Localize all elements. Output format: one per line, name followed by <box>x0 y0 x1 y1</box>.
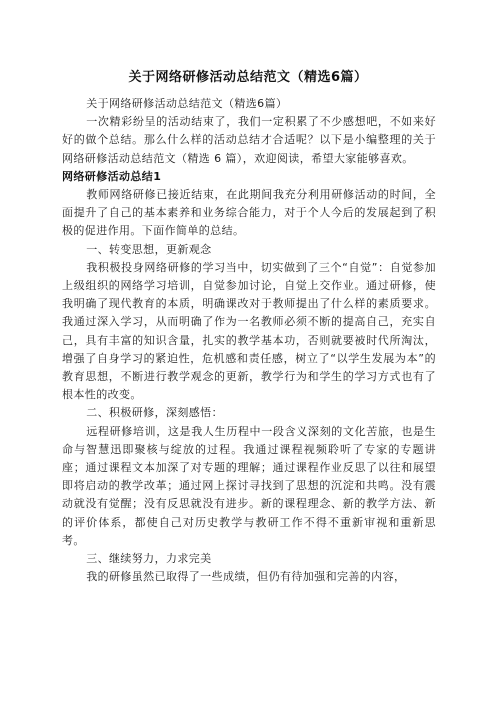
paragraph-subsection-3: 我的研修虽然已取得了一些成绩，但仍有待加强和完善的内容， <box>86 570 406 584</box>
paragraph-section1-intro: 教师网络研修已接近结束，在此期间我充分利用研修活动的时间，全面提升了自己的基本素养和业务综合能力，对于个人今后的发展起到了积极的促进作用。下面作简单的总结。 <box>62 188 436 238</box>
paragraph-subsection-1: 我积极投身网络研修的学习当中，切实做到了三个“自觉”：自觉参加上级组织的网络学习培训，自觉参加讨论，自觉上交作业。通过研修，使我明确了现代教育的本质，明确课改对于教师提出了什么样的素质要求。我通过深入学习，从而明确了作为一名教师必须不断的提高自己，充实自己，具有丰富的知识含量，扎实的教学基本功，否则就要被时代所淘汰，增强了自身学习的紧迫性，危机感和责任感，树立了“以学生发展为本”的教育思想，不断进行教学观念的更新，教学行为和学生的学习方式也有了根本性的改变。 <box>62 260 436 402</box>
paragraph-subtitle: 关于网络研修活动总结范文（精选6篇） <box>86 97 288 110</box>
paragraph-subsection-2: 远程研修培训，这是我人生历程中一段含义深刻的文化苦旅，也是生命与智慧迅即聚核与绽放的过程。我通过课程视频聆听了专家的专题讲座；通过课程文本加深了对专题的理解；通过课程作业反思了以往和展望即将启动的教学改革；通过网上探讨寻找到了思想的沉淀和共鸣。没有震动就没有觉醒；没有反思就没有进步。新的课程理念、新的教学方法、新的评价体系，都使自己对历史教学与教研工作不得不重新审视和重新思考。 <box>62 424 436 547</box>
section-heading-1: 网络研修活动总结1 <box>62 169 162 183</box>
document-title: 关于网络研修活动总结范文（精选6篇） <box>128 70 368 85</box>
subheading-1: 一、转变思想，更新观念 <box>86 242 212 256</box>
subheading-2: 二、积极研修，深刻感悟： <box>86 406 223 420</box>
subheading-3: 三、继续努力，力求完美 <box>86 552 212 566</box>
document-body <box>62 95 436 586</box>
paragraph-intro: 一次精彩纷呈的活动结束了，我们一定积累了不少感想吧，不如来好好的做个总结。那么什么样的活动总结才合适呢？以下是小编整理的关于网络研修活动总结范文（精选 6 篇），欢迎阅读，希望大家能够喜欢。 <box>62 115 436 165</box>
